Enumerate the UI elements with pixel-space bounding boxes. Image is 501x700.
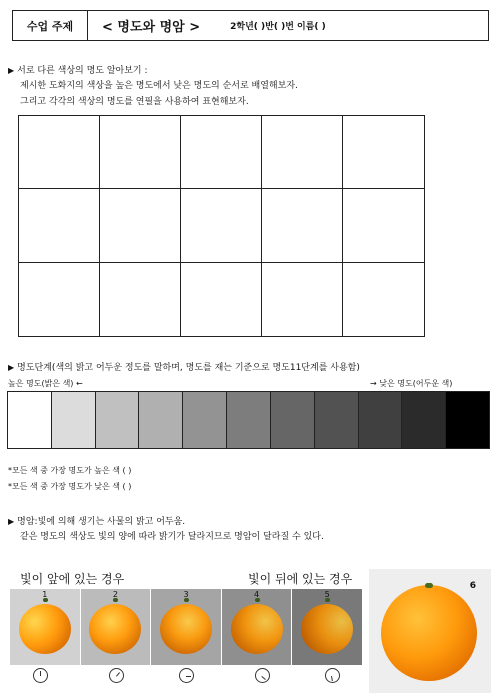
photo-number: 4	[254, 590, 260, 599]
orange-image	[160, 604, 212, 654]
light-direction-dial-icon	[255, 668, 270, 683]
lesson-title: < 명도와 명암 >	[102, 20, 201, 35]
question-highest: *모든 색 중 가장 명도가 높은 색 ( )	[8, 466, 132, 475]
grid-cell	[100, 189, 181, 262]
subject-label: 수업 주제	[13, 11, 88, 40]
section1-line1: 제시한 도화지의 색상을 높은 명도에서 낮은 명도의 순서로 배열해보자.	[20, 81, 298, 91]
light-direction-dial-icon	[325, 668, 340, 683]
light-direction-dial-icon	[33, 668, 48, 683]
value-scale	[7, 391, 490, 449]
photo-number: 6	[469, 581, 476, 591]
light-direction-dial-icon	[179, 668, 194, 683]
triangle-bullet-icon: ▶	[8, 66, 15, 75]
value-swatch-5	[183, 392, 227, 448]
orange-image	[89, 604, 141, 654]
value-swatch-7	[271, 392, 315, 448]
grid-cell	[262, 116, 343, 189]
triangle-bullet-icon: ▶	[8, 517, 15, 526]
grid-cell	[100, 116, 181, 189]
grid-cell	[19, 263, 100, 336]
grid-cell	[19, 189, 100, 262]
grid-cell	[262, 263, 343, 336]
orange-image	[381, 585, 477, 681]
photo-number: 3	[183, 590, 189, 599]
section1-heading: ▶ 서로 다른 색상의 명도 알아보기 :	[8, 66, 148, 76]
photo-number: 5	[324, 590, 330, 599]
triangle-bullet-icon: ▶	[8, 363, 15, 372]
caption-front-light: 빛이 앞에 있는 경우	[20, 572, 125, 586]
grid-cell	[181, 189, 262, 262]
leaf-icon	[425, 583, 433, 588]
header-box	[12, 10, 489, 41]
orange-photo-2	[81, 589, 151, 665]
section2-heading: ▶ 명도단계(색의 밝고 어두운 정도를 말하며, 명도를 재는 기준으로 명도11단계를 사용함)	[8, 363, 360, 373]
high-value-label: 높은 명도(밝은 색) ←	[8, 379, 83, 388]
student-info: 2학년( )반( )번 이름( )	[230, 22, 326, 32]
grid-cell	[181, 116, 262, 189]
orange-image	[19, 604, 71, 654]
value-swatch-10	[402, 392, 446, 448]
large-orange-photo	[369, 569, 491, 693]
orange-photo-1	[10, 589, 80, 665]
grid-cell	[100, 263, 181, 336]
caption-back-light: 빛이 뒤에 있는 경우	[248, 572, 353, 586]
color-value-grid	[18, 115, 425, 337]
grid-cell	[181, 263, 262, 336]
value-swatch-3	[96, 392, 140, 448]
section1-line2: 그리고 각각의 색상의 명도를 연필을 사용하여 표현해보자.	[20, 97, 249, 107]
grid-cell	[343, 116, 424, 189]
orange-photo-5	[292, 589, 362, 665]
light-direction-dial-icon	[109, 668, 124, 683]
grid-cell	[343, 263, 424, 336]
grid-cell	[262, 189, 343, 262]
photo-number: 1	[42, 590, 48, 599]
orange-photo-strip	[10, 589, 362, 665]
low-value-label: → 낮은 명도(어두운 색)	[370, 379, 453, 388]
value-swatch-11	[446, 392, 489, 448]
grid-cell	[19, 116, 100, 189]
question-lowest: *모든 색 중 가장 명도가 낮은 색 ( )	[8, 482, 132, 491]
section3-line2: 같은 명도의 색상도 빛의 양에 따라 밝기가 달라지므로 명암이 달라질 수 있다.	[20, 532, 324, 542]
orange-photo-4	[222, 589, 292, 665]
value-swatch-2	[52, 392, 96, 448]
photo-number: 2	[112, 590, 118, 599]
value-swatch-1	[8, 392, 52, 448]
value-swatch-6	[227, 392, 271, 448]
value-swatch-4	[139, 392, 183, 448]
orange-image	[301, 604, 353, 654]
orange-image	[231, 604, 283, 654]
value-swatch-9	[359, 392, 403, 448]
section3-line1: ▶ 명암:빛에 의해 생기는 사물의 밝고 어두움.	[8, 517, 186, 527]
orange-photo-3	[151, 589, 221, 665]
grid-cell	[343, 189, 424, 262]
value-swatch-8	[315, 392, 359, 448]
